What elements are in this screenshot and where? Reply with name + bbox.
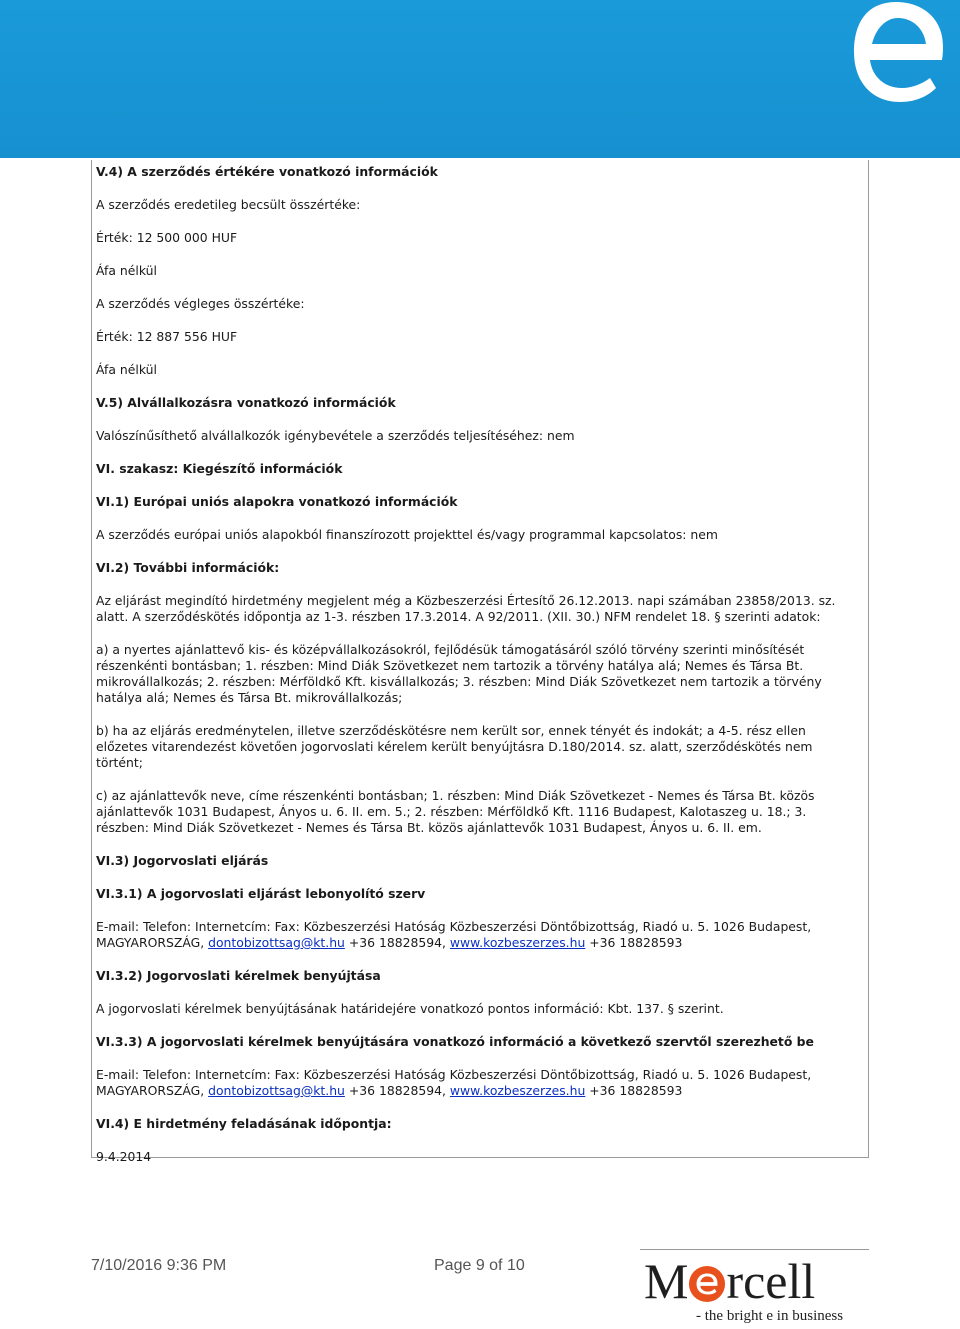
section-vi32-title: VI.3.2) Jogorvoslati kérelmek benyújtása	[96, 968, 381, 983]
review-body-phone: +36 18828594,	[344, 935, 450, 950]
eu-funds-text: A szerződés európai uniós alapokból finanszírozott projekttel és/vagy programmal kapcsolatos: nem	[96, 527, 718, 542]
footer-page-number: Page 9 of 10	[434, 1257, 525, 1274]
final-value: Érték: 12 887 556 HUF	[96, 329, 238, 344]
review-deadline-text: A jogorvoslati kérelmek benyújtásának határidejére vonatkozó pontos információ: Kbt. 137. § szerint.	[96, 1001, 724, 1016]
review-body-web-link[interactable]: www.kozbeszerzes.hu	[449, 935, 586, 950]
section-vi1-title: VI.1) Európai uniós alapokra vonatkozó információk	[96, 494, 458, 509]
info-source-fax: +36 18828593	[585, 1083, 683, 1098]
section-vi-title: VI. szakasz: Kiegészítő információk	[96, 461, 343, 476]
header-band	[0, 0, 960, 158]
final-vat: Áfa nélkül	[96, 362, 157, 377]
additional-info-p3: b) ha az eljárás eredménytelen, illetve szerződéskötésre nem került sor, ennek tényét és indokát; a 4-5. rész ellen előzetes vitarendezést követően jogorvoslati kérelem került benyújtásra D.180/2014. sz. alatt, szerződéskötés nem történt;	[96, 723, 813, 770]
section-vi4-title: VI.4) E hirdetmény feladásának időpontja:	[96, 1116, 392, 1131]
section-vi33-title: VI.3.3) A jogorvoslati kérelmek benyújtására vonatkozó információ a következő szervtől szerezhető be	[96, 1034, 814, 1049]
document-body	[96, 164, 856, 1165]
brand-logo	[644, 1252, 866, 1310]
final-value-label: A szerződés végleges összértéke:	[96, 296, 305, 311]
dispatch-date: 9.4.2014	[96, 1149, 152, 1164]
review-body-contact	[96, 919, 856, 951]
review-body-fax: +36 18828593	[585, 935, 683, 950]
brand-text-right: rcell	[726, 1253, 816, 1309]
original-value: Érték: 12 500 000 HUF	[96, 230, 238, 245]
marcell-e-logo-icon	[846, 0, 946, 114]
original-vat: Áfa nélkül	[96, 263, 157, 278]
info-source-web-link[interactable]: www.kozbeszerzes.hu	[449, 1083, 586, 1098]
additional-info-p1: Az eljárást megindító hirdetmény megjelent még a Közbeszerzési Értesítő 26.12.2013. napi számában 23858/2013. sz. alatt. A szerződéskötés időpontja az 1-3. részben 17.3.2014. A 92/2011. (XII. 30.) NFM rendelet 18. § szerinti adatok:	[96, 593, 836, 624]
review-body-email-link[interactable]: dontobizottsag@kt.hu	[208, 935, 345, 950]
footer-timestamp: 7/10/2016 9:36 PM	[91, 1257, 227, 1274]
footer-divider	[640, 1249, 869, 1250]
section-vi31-title: VI.3.1) A jogorvoslati eljárást lebonyolító szerv	[96, 886, 426, 901]
info-source-contact	[96, 1067, 856, 1099]
section-vi3-title: VI.3) Jogorvoslati eljárás	[96, 853, 269, 868]
additional-info-p4: c) az ajánlattevők neve, címe részenkénti bontásban; 1. részben: Mind Diák Szövetkezet - Nemes és Társa Bt. közös ajánlattevők 1031 Budapest, Ányos u. 6. II. em. 5.; 2. részben: Mérföldkő Kft. 1116 Budapest, Kalotaszeg u. 18.; 3. részben: Mind Diák Szövetkezet - Nemes és Társa Bt. közös ajánlattevők 1031 Budapest, Ányos u. 6. II. em.	[96, 788, 815, 835]
subcontractor-text: Valószínűsíthető alvállalkozók igénybevétele a szerződés teljesítéséhez: nem	[96, 428, 575, 443]
additional-info-p2: a) a nyertes ajánlattevő kis- és középvállalkozásokról, fejlődésük támogatásáról szóló törvény szerinti minősítését részenkénti bontásban; 1. részben: Mind Diák Szövetkezet nem tartozik a törvény hatálya alá; Nemes és Társa Bt. mikrovállalkozás; 2. részben: Mérföldkő Kft. kisvállalkozás; 3. részben: Mind Diák Szövetkezet nem tartozik a törvény hatálya alá; Nemes és Társa Bt. mikrovállalkozás;	[96, 642, 822, 705]
section-v5-title: V.5) Alvállalkozásra vonatkozó információk	[96, 395, 396, 410]
orange-e-icon	[688, 1265, 726, 1303]
section-v4-title: V.4) A szerződés értékére vonatkozó információk	[96, 164, 438, 179]
info-source-text: E-mail: Telefon: Internetcím: Fax: Közbeszerzési Hatóság Közbeszerzési Döntőbizottság, Riadó u. 5. 1026 Budapest, MAGYARORSZÁG,	[96, 1067, 812, 1098]
brand-text-left: M	[644, 1253, 689, 1309]
brand-tagline: - the bright e in business	[696, 1308, 844, 1324]
info-source-phone: +36 18828594,	[344, 1083, 450, 1098]
original-value-label: A szerződés eredetileg becsült összértéke:	[96, 197, 361, 212]
review-body-text: E-mail: Telefon: Internetcím: Fax: Közbeszerzési Hatóság Közbeszerzési Döntőbizottság, Riadó u. 5. 1026 Budapest, MAGYARORSZÁG,	[96, 919, 812, 950]
info-source-email-link[interactable]: dontobizottsag@kt.hu	[208, 1083, 345, 1098]
section-vi2-title: VI.2) További információk:	[96, 560, 280, 575]
